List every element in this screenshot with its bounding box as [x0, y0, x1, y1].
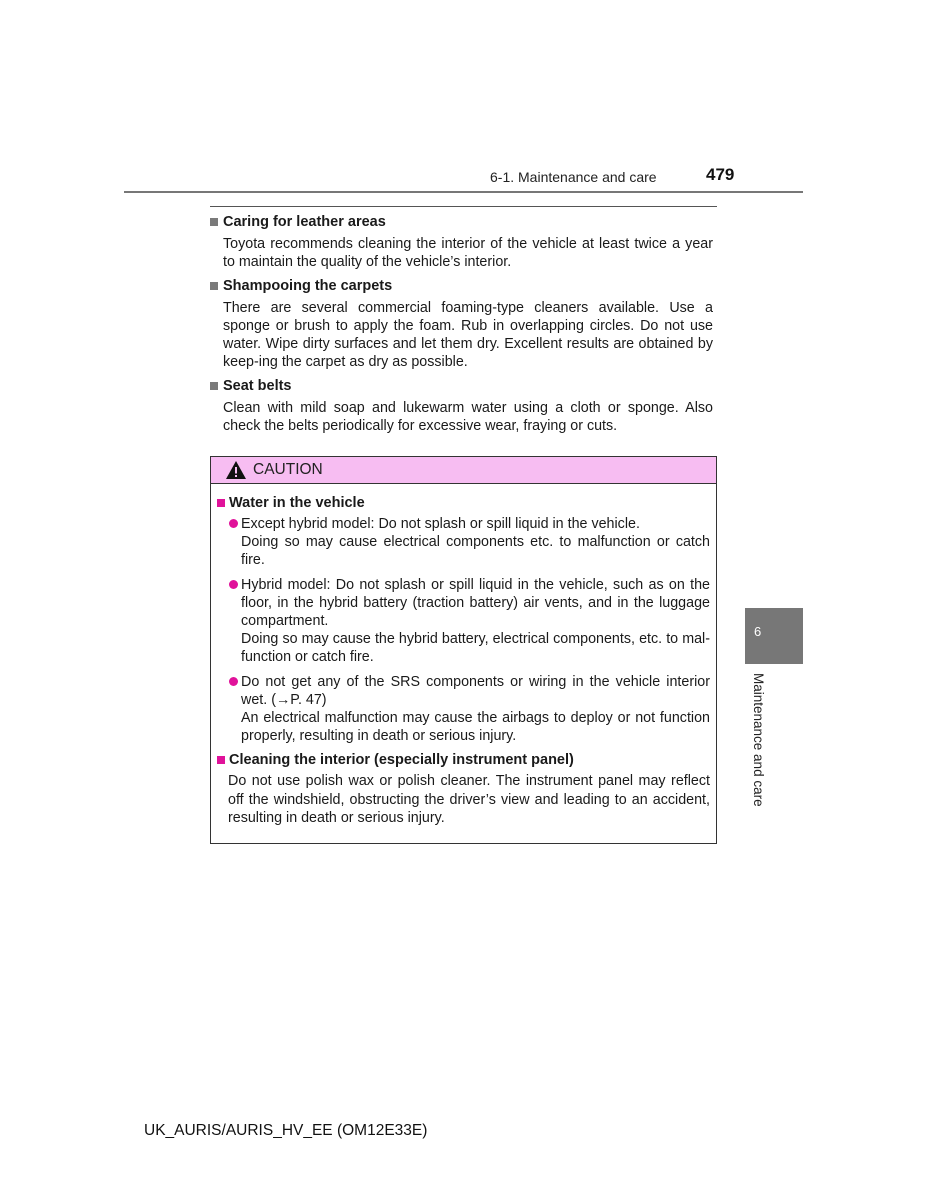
- warning-triangle-icon: [225, 460, 247, 480]
- section-heading-text: Caring for leather areas: [223, 214, 386, 230]
- section-body-leather: Toyota recommends cleaning the interior of the vehicle at least twice a year to maintain the quality of the vehicle’s interior.: [223, 236, 713, 271]
- chapter-tab: [745, 608, 803, 664]
- section-heading-leather: [210, 213, 713, 231]
- caution-item: [217, 673, 710, 746]
- caution-item: [217, 576, 710, 667]
- caution-item-lead: Hybrid model: Do not splash or spill liquid in the vehicle, such as on the floor, in the hybrid battery (traction battery) air vents, and in the luggage compartment.: [241, 576, 710, 630]
- square-bullet-icon: [210, 382, 218, 390]
- caution-heading-text: Water in the vehicle: [229, 495, 365, 511]
- section-heading-carpets: [210, 277, 713, 295]
- section-heading-text: Seat belts: [223, 377, 292, 394]
- caution-box: [210, 456, 717, 844]
- caution-item-lead: Except hybrid model: Do not splash or spill liquid in the vehicle.: [241, 516, 640, 532]
- square-bullet-icon: [210, 282, 218, 290]
- caution-heading-text: Cleaning the interior (especially instrument panel): [229, 752, 574, 769]
- section-heading-seat-belts: [210, 377, 713, 395]
- square-bullet-icon: [217, 499, 225, 507]
- bullet-dot-icon: [229, 580, 238, 589]
- chapter-label: Maintenance and care: [751, 673, 766, 807]
- caution-item-detail: Doing so may cause the hybrid battery, electrical components, etc. to mal-function or catch fire.: [241, 631, 710, 666]
- section-title: 6-1. Maintenance and care: [490, 169, 657, 185]
- square-bullet-icon: [217, 756, 225, 764]
- footer-code: UK_AURIS/AURIS_HV_EE (OM12E33E): [144, 1122, 428, 1139]
- caution-item-detail: Doing so may cause electrical components etc. to malfunction or catch fire.: [241, 534, 710, 569]
- caution-item-detail: An electrical malfunction may cause the airbags to deploy or not function properly, resulting in death or serious injury.: [241, 710, 710, 745]
- chapter-number: 6: [754, 624, 762, 639]
- bullet-dot-icon: [229, 519, 238, 528]
- section-body-carpets: There are several commercial foaming-type cleaners available. Use a sponge or brush to apply the foam. Rub in overlapping circles. Do not use water. Wipe dirty surfaces and let them dry. Excellent results are obtained by keep-ing the carpet as dry as possible.: [223, 299, 713, 371]
- caution-heading-water: [217, 494, 710, 512]
- caution-interior-body: Do not use polish wax or polish cleaner. The instrument panel may reflect off the windshield, obstructing the driver’s view and leading to an accident, resulting in death or serious injury.: [228, 773, 710, 826]
- caution-heading-interior: [217, 751, 710, 769]
- caution-title: CAUTION: [253, 461, 323, 478]
- caution-body: [211, 484, 716, 827]
- page-number: 479: [706, 165, 735, 184]
- section-heading-text: Shampooing the carpets: [223, 277, 393, 294]
- section-body-seat-belts: Clean with mild soap and lukewarm water using a cloth or sponge. Also check the belts periodically for excessive wear, fraying or cuts.: [223, 399, 713, 435]
- header-rule: [124, 191, 803, 193]
- bullet-dot-icon: [229, 677, 238, 686]
- main-content: [210, 213, 713, 440]
- square-bullet-icon: [210, 218, 218, 226]
- caution-header: [211, 457, 716, 484]
- caution-item-lead: Do not get any of the SRS components or wiring in the vehicle interior wet. (→P. 47): [241, 673, 710, 708]
- content-rule: [210, 206, 717, 207]
- caution-item: [217, 515, 710, 570]
